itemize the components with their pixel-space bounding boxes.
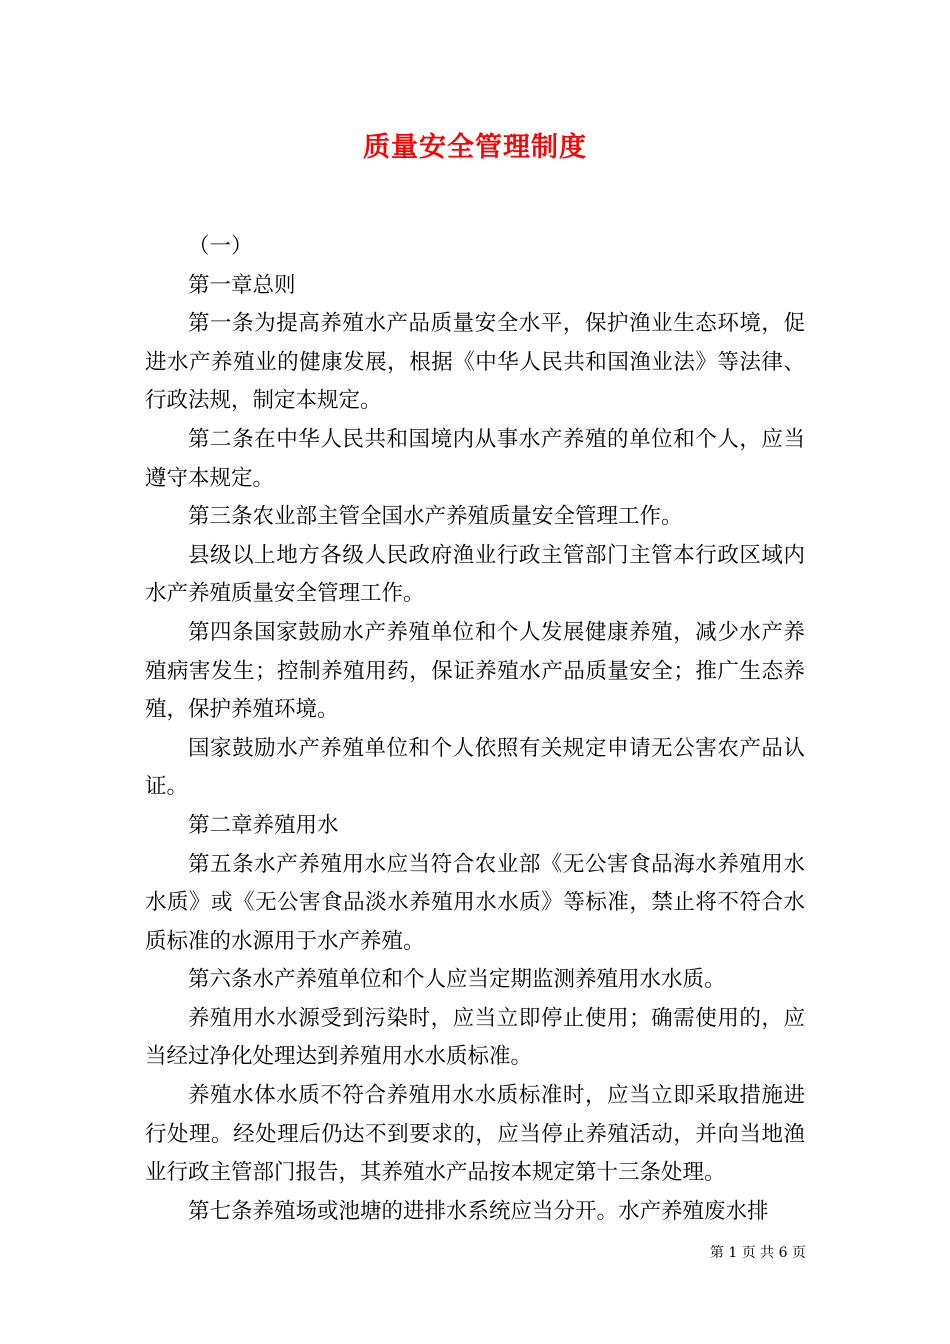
paragraph: （一） — [188, 234, 253, 259]
chapter-heading: 第二章养殖用水 — [188, 812, 339, 838]
page-number: 第 1 页 共 6 页 — [709, 1245, 806, 1261]
paragraph: 第七条养殖场或池塘的进排水系统应当分开。水产养殖废水排 — [188, 1198, 769, 1224]
paragraph: 第四条国家鼓励水产养殖单位和个人发展健康养殖，减少水产养殖病害发生；控制养殖用药，保证养殖水产品质量安全；推广生态养殖，保护养殖环境。 — [145, 619, 805, 723]
paragraph: 养殖用水水源受到污染时，应当立即停止使用；确需使用的，应当经过净化处理达到养殖用水水质标准。 — [145, 1005, 805, 1070]
paragraph: 第五条水产养殖用水应当符合农业部《无公害食品海水养殖用水水质》或《无公害食品淡水养殖用水水质》等标准，禁止将不符合水质标准的水源用于水产养殖。 — [145, 851, 805, 954]
paragraph: 养殖水体水质不符合养殖用水水质标准时，应当立即采取措施进行处理。经处理后仍达不到要求的，应当停止养殖活动，并向当地渔业行政主管部门报告，其养殖水产品按本规定第十三条处理。 — [145, 1083, 805, 1186]
paragraph: 国家鼓励水产养殖单位和个人依照有关规定申请无公害农产品认证。 — [145, 735, 805, 800]
chapter-heading: 第一章总则 — [188, 272, 296, 298]
document-title: 质量安全管理制度 — [363, 132, 587, 163]
paragraph: 第三条农业部主管全国水产养殖质量安全管理工作。 — [188, 504, 683, 530]
paragraph: 县级以上地方各级人民政府渔业行政主管部门主管本行政区域内水产养殖质量安全管理工作。 — [145, 542, 805, 607]
paragraph: 第二条在中华人民共和国境内从事水产养殖的单位和个人，应当遵守本规定。 — [145, 426, 805, 491]
paragraph: 第六条水产养殖单位和个人应当定期监测养殖用水水质。 — [188, 967, 726, 993]
paragraph: 第一条为提高养殖水产品质量安全水平，保护渔业生态环境，促进水产养殖业的健康发展，根据《中华人民共和国渔业法》等法律、行政法规，制定本规定。 — [145, 311, 805, 414]
document-body — [145, 228, 805, 1231]
